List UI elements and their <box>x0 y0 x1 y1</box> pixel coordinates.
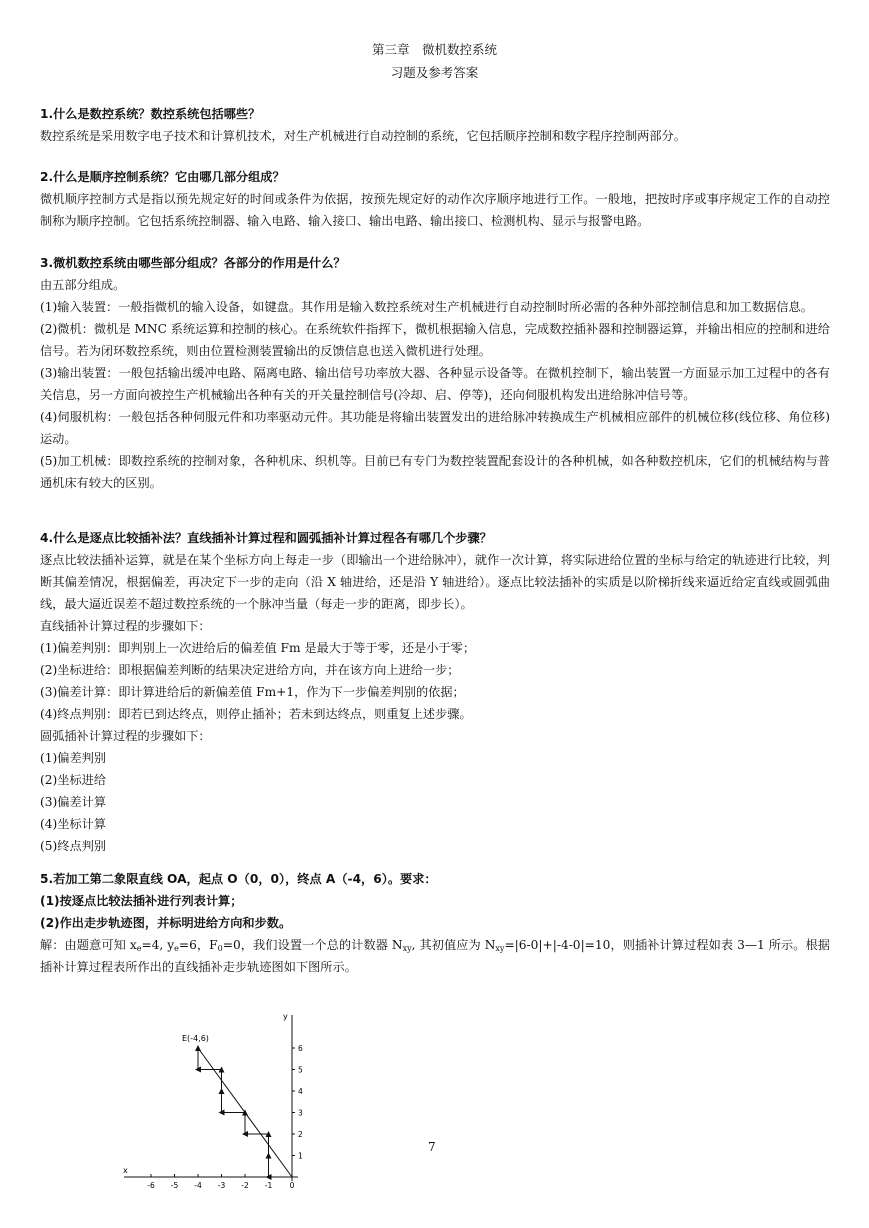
line-step: (3)偏差计算：即计算进给后的新偏差值 Fm+1，作为下一步偏差判别的依据； <box>40 685 465 699</box>
x-tick-label: -2 <box>241 1181 249 1190</box>
x-axis-label: x <box>123 1166 128 1175</box>
question-1-answer: 数控系统是采用数字电子技术和计算机技术，对生产机械进行自动控制的系统，它包括顺序控制和数字程序控制两部分。 <box>40 129 686 143</box>
arc-step: (3)偏差计算 <box>40 795 107 809</box>
chart-marks <box>182 1034 292 1177</box>
arc-step: (5)终点判别 <box>40 839 107 853</box>
question-2 <box>40 166 830 232</box>
x-tick-label: 0 <box>289 1181 295 1190</box>
question-5 <box>40 868 830 978</box>
chapter-subtitle: 习题及参考答案 <box>390 65 479 80</box>
question-3-intro: 由五部分组成。 <box>40 278 126 292</box>
question-4-answer: 逐点比较法插补运算，就是在某个坐标方向上每走一步（即输出一个进给脉冲），就作一次计算，将实际进给位置的坐标与给定的轨迹进行比较，判断其偏差情况，根据偏差，再决定下一步的走向（沿 X 轴进给，还是沿 Y 轴进给）。逐点比较法插补的实质是以阶梯折线来逼近给定直线或圆弧曲线，最大逼近误差不超过数控系统的一个脉冲当量（每走一步的距离，即步长）。 <box>40 553 830 611</box>
arc-step: (4)坐标计算 <box>40 817 107 831</box>
chart-ticks <box>147 1044 303 1190</box>
end-point-label: E(-4,6) <box>182 1034 209 1043</box>
x-tick-label: -6 <box>147 1181 155 1190</box>
question-5-req2: (2)作出走步轨迹图，并标明进给方向和步数。 <box>40 916 292 930</box>
y-tick-label: 2 <box>298 1130 303 1139</box>
question-5-solution: 解：由题意可知 $x_e=4$, $y_e=6$，$F_0=0$，我们设置一个总的计数器 $N_{xy}$, 其初值应为 $N_{xy}=|6-0|+|-4-0|=10$，则插补计算过程如表 3—1 所示。根据插补计算过程表所作出的直线插补走步轨迹图如下图所示。 <box>40 938 830 974</box>
y-tick-label: 1 <box>298 1151 303 1161</box>
line-step: (1)偏差判别：即判别上一次进给后的偏差值 Fm 是最大于等于零，还是小于零； <box>40 641 476 655</box>
question-4-title: 4.什么是逐点比较插补法？直线插补计算过程和圆弧插补计算过程各有哪几个步骤？ <box>40 531 492 545</box>
line-step: (2)坐标进给：即根据偏差判断的结果决定进给方向，并在该方向上进给一步； <box>40 663 460 677</box>
arc-steps-intro: 圆弧插补计算过程的步骤如下： <box>40 729 211 743</box>
question-4 <box>40 527 830 857</box>
chart-axes <box>123 1012 298 1181</box>
x-tick-label: -3 <box>217 1181 226 1190</box>
y-tick-label: 4 <box>298 1087 303 1096</box>
step-trajectory-chart <box>110 1005 320 1195</box>
question-5-title: 5.若加工第二象限直线 OA，起点 O（0，0），终点 A（-4，6）。要求： <box>40 872 437 886</box>
question-3-item: (1)输入装置：一般指微机的输入设备，如键盘。其作用是输入数控系统对生产机械进行自动控制时所必需的各种外部控制信息和加工数据信息。 <box>40 300 813 314</box>
y-axis-label: y <box>283 1012 288 1021</box>
question-1-title: 1.什么是数控系统？数控系统包括哪些？ <box>40 107 261 121</box>
chapter-title: 第三章 微机数控系统 <box>371 42 497 57</box>
question-3-title: 3.微机数控系统由哪些部分组成？各部分的作用是什么？ <box>40 256 346 270</box>
question-3 <box>40 252 830 494</box>
question-3-item: (2)微机：微机是 MNC 系统运算和控制的核心。在系统软件指挥下，微机根据输入信息，完成数控插补器和控制器运算，并输出相应的控制和进给信号。若为闭环数控系统，则由位置检测装置输出的反馈信息也送入微机进行处理。 <box>40 322 830 358</box>
line-step: (4)终点判别：即若已到达终点，则停止插补；若未到达终点，则重复上述步骤。 <box>40 707 472 721</box>
page-number: 7 <box>428 1140 436 1154</box>
y-tick-label: 3 <box>298 1108 303 1118</box>
arc-step: (2)坐标进给 <box>40 773 107 787</box>
question-3-item: (3)输出装置：一般包括输出缓冲电路、隔离电路、输出信号功率放大器、各种显示设备等。在微机控制下，输出装置一方面显示加工过程中的各有关信息，另一方面向被控生产机械输出各种有关的开关量控制信号(冷却、启、停等)，还向伺服机构发出进给脉冲信号等。 <box>40 366 830 402</box>
question-3-item: (4)伺服机构：一般包括各种伺服元件和功率驱动元件。其功能是将输出装置发出的进给脉冲转换成生产机械相应部件的机械位移(线位移、角位移)运动。 <box>40 410 830 446</box>
question-1 <box>40 103 830 147</box>
question-2-answer: 微机顺序控制方式是指以预先规定好的时间或条件为依据，按预先规定好的动作次序顺序地进行工作。一般地，把按时序或事序规定工作的自动控制称为顺序控制。它包括系统控制器、输入电路、输入接口、输出电路、输出接口、检测机构、显示与报警电路。 <box>40 192 830 228</box>
question-5-req1: (1)按逐点比较法插补进行列表计算； <box>40 894 243 908</box>
x-tick-label: -5 <box>170 1181 179 1190</box>
x-tick-label: -4 <box>194 1181 202 1190</box>
y-tick-label: 6 <box>298 1044 303 1053</box>
question-3-item: (5)加工机械：即数控系统的控制对象，各种机床、织机等。目前已有专门为数控装置配套设计的各种机械，如各种数控机床，它们的机械结构与普通机床有较大的区别。 <box>40 454 830 490</box>
line-steps-intro: 直线插补计算过程的步骤如下： <box>40 619 211 633</box>
x-tick-label: -1 <box>264 1181 273 1190</box>
y-tick-label: 5 <box>298 1065 303 1075</box>
arc-step: (1)偏差判别 <box>40 751 107 765</box>
question-2-title: 2.什么是顺序控制系统？它由哪几部分组成？ <box>40 170 285 184</box>
